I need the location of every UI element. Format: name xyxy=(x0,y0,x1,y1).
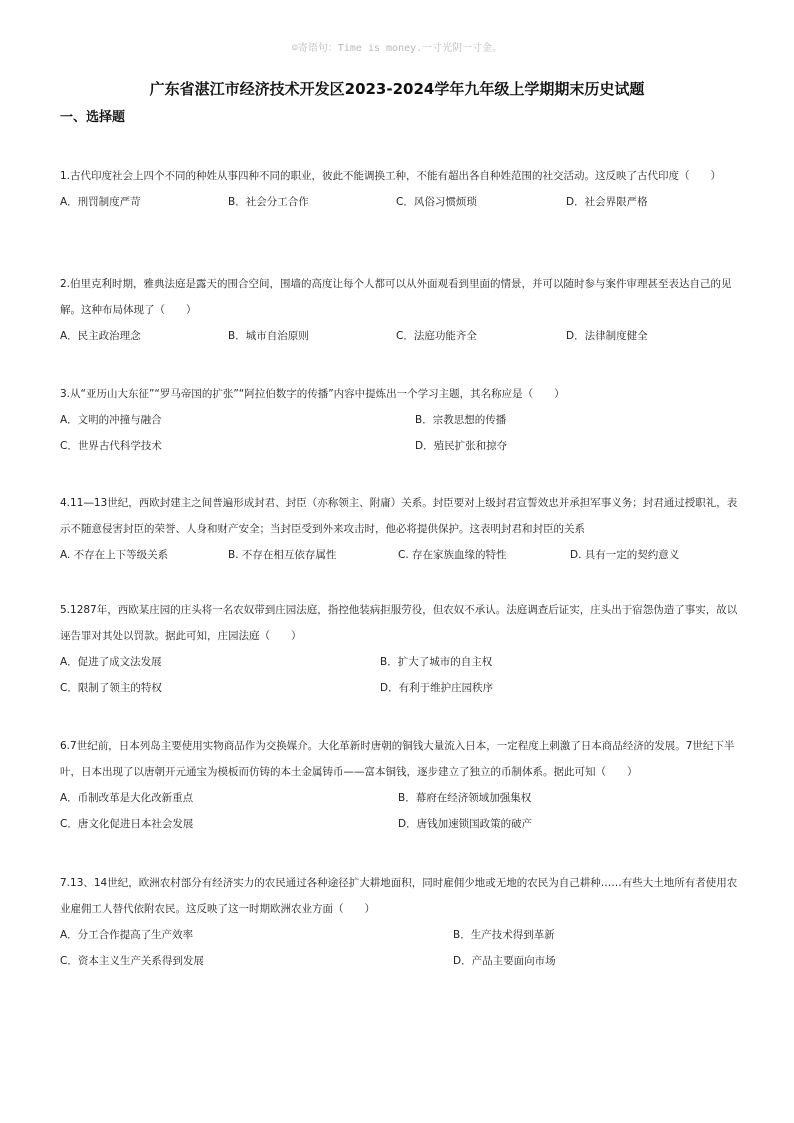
option-d: D．殖民扩张和掠夺 xyxy=(415,440,508,452)
section-heading: 一、选择题 xyxy=(60,110,126,125)
option-c: C．法庭功能齐全 xyxy=(396,330,477,342)
question-stem: 1.古代印度社会上四个不同的种姓从事四种不同的职业，彼此不能调换工种，不能有超出各自种姓范围的社交活动。这反映了古代印度（ ） xyxy=(60,170,722,182)
option-c: C．唐文化促进日本社会发展 xyxy=(60,818,194,830)
option-b: B. 不存在相互依存属性 xyxy=(228,549,337,561)
option-a: A．分工合作提高了生产效率 xyxy=(60,929,194,941)
option-d: D. 具有一定的契约意义 xyxy=(570,549,680,561)
option-c: C. 存在家族血缘的特性 xyxy=(398,549,507,561)
option-a: A．币制改革是大化改新重点 xyxy=(60,792,194,804)
options-row xyxy=(60,675,740,701)
options-row xyxy=(60,948,740,974)
option-b: B．扩大了城市的自主权 xyxy=(380,656,493,668)
option-a: A．民主政治理念 xyxy=(60,330,141,342)
question-stem: 2.伯里克利时期，雅典法庭是露天的围合空间，围墙的高度让每个人都可以从外面观看到里面的情景，并可以随时参与案件审理甚至表达自己的见解。这种布局体现了（ ） xyxy=(60,278,732,316)
question-2 xyxy=(60,271,740,349)
question-stem: 7.13、14世纪，欧洲农村部分有经济实力的农民通过各种途径扩大耕地面积，同时雇佣少地或无地的农民为自己耕种……有些大土地所有者使用农业雇佣工人替代依附农民。这反映了这一时期欧洲农业方面（ ） xyxy=(60,877,738,915)
options-row xyxy=(60,785,740,811)
question-7 xyxy=(60,870,740,974)
options-row xyxy=(60,323,740,349)
option-c: C．世界古代科学技术 xyxy=(60,440,162,452)
option-b: B．宗教思想的传播 xyxy=(415,414,507,426)
option-c: C．资本主义生产关系得到发展 xyxy=(60,955,204,967)
option-a: A．促进了成文法发展 xyxy=(60,656,162,668)
option-b: B．社会分工合作 xyxy=(228,196,309,208)
question-1 xyxy=(60,163,740,215)
options-row xyxy=(60,649,740,675)
option-c: C．风俗习惯烦琐 xyxy=(396,196,477,208)
option-b: B．城市自治原则 xyxy=(228,330,309,342)
options-row xyxy=(60,811,740,837)
question-3 xyxy=(60,381,740,459)
question-stem: 5.1287年，西欧某庄园的庄头将一名农奴带到庄园法庭，指控他装病拒服劳役，但农奴不承认。法庭调查后证实，庄头出于宿怨伪造了事实，故以诬告罪对其处以罚款。据此可知，庄园法庭（ ） xyxy=(60,604,738,642)
option-d: D．法律制度健全 xyxy=(566,330,648,342)
question-stem: 4.11—13世纪，西欧封建主之间普遍形成封君、封臣（亦称领主、附庸）关系。封臣要对上级封君宣誓效忠并承担军事义务；封君通过授职礼，表示不随意侵害封臣的荣誉、人身和财产安全；当封臣受到外来攻击时，他必将提供保护。这表明封君和封臣的关系 xyxy=(60,497,738,535)
question-6 xyxy=(60,733,740,837)
option-c: C．限制了领主的特权 xyxy=(60,682,162,694)
option-a: A. 不存在上下等级关系 xyxy=(60,549,169,561)
option-a: A．文明的冲撞与融合 xyxy=(60,414,162,426)
option-d: D．社会界限严格 xyxy=(566,196,648,208)
question-stem: 6.7世纪前，日本列岛主要使用实物商品作为交换媒介。大化革新时唐朝的铜钱大量流入日本，一定程度上刺激了日本商品经济的发展。7世纪下半叶，日本出现了以唐朝开元通宝为模板而仿铸的本土金属铸币——富本铜钱，逐步建立了独立的币制体系。据此可知（ ） xyxy=(60,740,735,778)
header-note: ☺寄语句：Time is money.一寸光阴一寸金。 xyxy=(291,43,503,54)
options-row xyxy=(60,542,740,568)
option-b: B．生产技术得到革新 xyxy=(453,929,555,941)
options-row xyxy=(60,433,740,459)
question-5 xyxy=(60,597,740,701)
options-row xyxy=(60,189,740,215)
option-d: D．产品主要面向市场 xyxy=(453,955,556,967)
options-row xyxy=(60,407,740,433)
question-stem: 3.从“亚历山大东征”“罗马帝国的扩张”“阿拉伯数字的传播”内容中提炼出一个学习主题，其名称应是（ ） xyxy=(60,388,565,400)
option-d: D．有利于维护庄园秩序 xyxy=(380,682,494,694)
question-4 xyxy=(60,490,740,568)
options-row xyxy=(60,922,740,948)
page-title: 广东省湛江市经济技术开发区2023-2024学年九年级上学期期末历史试题 xyxy=(149,80,645,98)
option-b: B．幕府在经济领域加强集权 xyxy=(398,792,532,804)
option-a: A．刑罚制度严苛 xyxy=(60,196,141,208)
option-d: D．唐钱加速锁国政策的破产 xyxy=(398,818,533,830)
